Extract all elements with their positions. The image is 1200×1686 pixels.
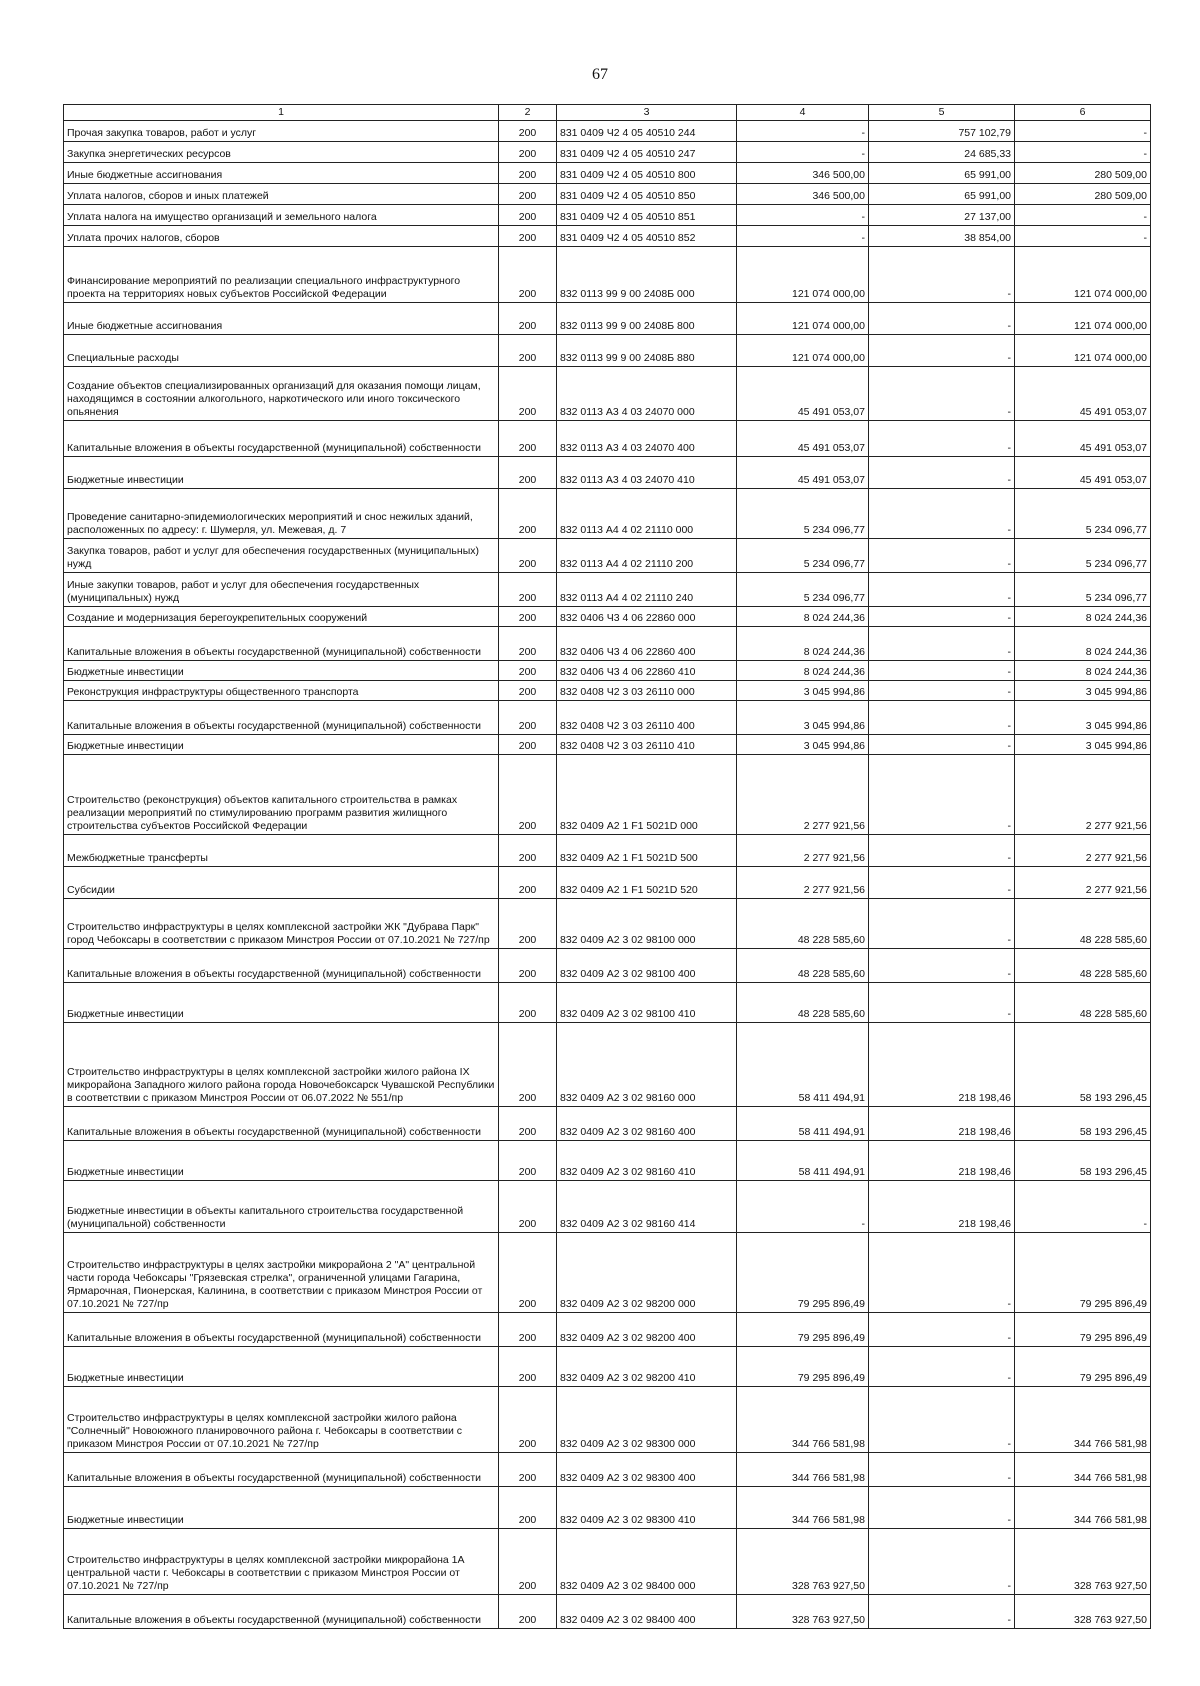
table-row [64, 1023, 1151, 1107]
table-row [64, 1487, 1151, 1529]
cell-code: 200 [499, 303, 557, 335]
cell-name: Уплата налога на имущество организаций и земельного налога [64, 205, 499, 226]
cell-col5: - [869, 899, 1015, 949]
cell-col5: - [869, 303, 1015, 335]
cell-col6: 344 766 581,98 [1015, 1387, 1151, 1453]
cell-col5: 38 854,00 [869, 226, 1015, 247]
cell-col4: 45 491 053,07 [737, 457, 869, 489]
cell-classifier: 832 0113 А3 4 03 24070 410 [557, 457, 737, 489]
header-cell: 3 [557, 105, 737, 121]
table-row [64, 755, 1151, 835]
cell-code: 200 [499, 661, 557, 681]
cell-classifier: 832 0409 А2 3 02 98160 410 [557, 1141, 737, 1181]
cell-col5: - [869, 627, 1015, 661]
table-row [64, 142, 1151, 163]
table-row [64, 335, 1151, 367]
cell-name: Строительство инфраструктуры в целях комплексной застройки жилого района IX микрорайона Западного жилого района города Новочебоксарск Чувашской Республики в соответствии с приказом Минстроя России от 06.07.2022 № 551/пр [64, 1023, 499, 1107]
header-cell: 4 [737, 105, 869, 121]
cell-col4: 58 411 494,91 [737, 1141, 869, 1181]
cell-col6: 328 763 927,50 [1015, 1595, 1151, 1629]
cell-classifier: 832 0408 Ч2 3 03 26110 000 [557, 681, 737, 701]
cell-classifier: 832 0409 А2 3 02 98200 410 [557, 1347, 737, 1387]
cell-col5: - [869, 661, 1015, 681]
table-row [64, 899, 1151, 949]
cell-col5: - [869, 681, 1015, 701]
cell-col6: 58 193 296,45 [1015, 1107, 1151, 1141]
cell-col5: - [869, 1487, 1015, 1529]
cell-col6: 3 045 994,86 [1015, 681, 1151, 701]
cell-classifier: 831 0409 Ч2 4 05 40510 244 [557, 121, 737, 142]
table-row [64, 1233, 1151, 1313]
cell-classifier: 832 0409 А2 3 02 98160 400 [557, 1107, 737, 1141]
cell-col6: 48 228 585,60 [1015, 983, 1151, 1023]
cell-col6: 344 766 581,98 [1015, 1487, 1151, 1529]
cell-col6: 3 045 994,86 [1015, 735, 1151, 755]
cell-code: 200 [499, 1387, 557, 1453]
cell-name: Бюджетные инвестиции [64, 457, 499, 489]
cell-col5: - [869, 489, 1015, 539]
cell-name: Бюджетные инвестиции [64, 661, 499, 681]
cell-name: Капитальные вложения в объекты государственной (муниципальной) собственности [64, 1107, 499, 1141]
cell-code: 200 [499, 755, 557, 835]
cell-col6: 5 234 096,77 [1015, 489, 1151, 539]
table-row [64, 457, 1151, 489]
cell-col4: 5 234 096,77 [737, 489, 869, 539]
cell-code: 200 [499, 1487, 557, 1529]
cell-classifier: 832 0113 А3 4 03 24070 400 [557, 421, 737, 457]
cell-col4: 8 024 244,36 [737, 661, 869, 681]
cell-col5: - [869, 701, 1015, 735]
cell-classifier: 832 0408 Ч2 3 03 26110 410 [557, 735, 737, 755]
cell-col4: 121 074 000,00 [737, 303, 869, 335]
cell-code: 200 [499, 1347, 557, 1387]
cell-classifier: 832 0409 А2 3 02 98100 410 [557, 983, 737, 1023]
cell-col5: - [869, 573, 1015, 607]
cell-classifier: 832 0409 А2 3 02 98160 414 [557, 1181, 737, 1233]
cell-name: Иные закупки товаров, работ и услуг для обеспечения государственных (муниципальных) нужд [64, 573, 499, 607]
cell-classifier: 832 0409 А2 3 02 98300 400 [557, 1453, 737, 1487]
table-row [64, 867, 1151, 899]
table-row [64, 226, 1151, 247]
cell-code: 200 [499, 489, 557, 539]
cell-classifier: 832 0409 А2 3 02 98300 000 [557, 1387, 737, 1453]
table-row [64, 367, 1151, 421]
cell-name: Бюджетные инвестиции [64, 983, 499, 1023]
cell-col5: - [869, 755, 1015, 835]
cell-name: Капитальные вложения в объекты государственной (муниципальной) собственности [64, 1453, 499, 1487]
cell-code: 200 [499, 163, 557, 184]
table-row [64, 303, 1151, 335]
cell-name: Создание объектов специализированных организаций для оказания помощи лицам, находящимся в состоянии алкогольного, наркотического или иного токсического опьянения [64, 367, 499, 421]
cell-name: Капитальные вложения в объекты государственной (муниципальной) собственности [64, 1313, 499, 1347]
table-row [64, 539, 1151, 573]
cell-name: Субсидии [64, 867, 499, 899]
cell-col6: 48 228 585,60 [1015, 949, 1151, 983]
cell-col4: 79 295 896,49 [737, 1313, 869, 1347]
table-row [64, 949, 1151, 983]
table-row [64, 247, 1151, 303]
cell-col6: 79 295 896,49 [1015, 1233, 1151, 1313]
cell-classifier: 831 0409 Ч2 4 05 40510 851 [557, 205, 737, 226]
cell-name: Закупка товаров, работ и услуг для обеспечения государственных (муниципальных) нужд [64, 539, 499, 573]
cell-code: 200 [499, 226, 557, 247]
header-cell: 6 [1015, 105, 1151, 121]
cell-col5: - [869, 1453, 1015, 1487]
cell-code: 200 [499, 335, 557, 367]
cell-classifier: 832 0409 А2 1 F1 5021D 520 [557, 867, 737, 899]
cell-col5: 218 198,46 [869, 1141, 1015, 1181]
cell-col6: 328 763 927,50 [1015, 1529, 1151, 1595]
cell-col5: - [869, 735, 1015, 755]
cell-code: 200 [499, 367, 557, 421]
header-row [64, 105, 1151, 121]
table-row [64, 1181, 1151, 1233]
cell-code: 200 [499, 1141, 557, 1181]
cell-classifier: 832 0409 А2 3 02 98400 400 [557, 1595, 737, 1629]
cell-col4: 48 228 585,60 [737, 899, 869, 949]
cell-name: Бюджетные инвестиции [64, 1487, 499, 1529]
cell-name: Капитальные вложения в объекты государственной (муниципальной) собственности [64, 949, 499, 983]
table-row [64, 121, 1151, 142]
cell-col4: - [737, 121, 869, 142]
cell-col4: 58 411 494,91 [737, 1023, 869, 1107]
cell-classifier: 832 0113 А4 4 02 21110 240 [557, 573, 737, 607]
cell-col6: 2 277 921,56 [1015, 835, 1151, 867]
cell-code: 200 [499, 1023, 557, 1107]
cell-name: Уплата налогов, сборов и иных платежей [64, 184, 499, 205]
table-row [64, 735, 1151, 755]
cell-code: 200 [499, 539, 557, 573]
cell-col4: 45 491 053,07 [737, 421, 869, 457]
cell-col4: 344 766 581,98 [737, 1487, 869, 1529]
cell-col4: 344 766 581,98 [737, 1453, 869, 1487]
cell-col5: 218 198,46 [869, 1023, 1015, 1107]
cell-name: Иные бюджетные ассигнования [64, 303, 499, 335]
cell-code: 200 [499, 1107, 557, 1141]
cell-code: 200 [499, 701, 557, 735]
cell-col4: 121 074 000,00 [737, 247, 869, 303]
table-row [64, 1387, 1151, 1453]
cell-name: Капитальные вложения в объекты государственной (муниципальной) собственности [64, 701, 499, 735]
cell-code: 200 [499, 1595, 557, 1629]
cell-col5: 218 198,46 [869, 1107, 1015, 1141]
cell-code: 200 [499, 983, 557, 1023]
table-row [64, 421, 1151, 457]
cell-col4: 5 234 096,77 [737, 573, 869, 607]
cell-col4: 346 500,00 [737, 184, 869, 205]
cell-name: Капитальные вложения в объекты государственной (муниципальной) собственности [64, 627, 499, 661]
cell-col4: 328 763 927,50 [737, 1529, 869, 1595]
cell-col5: - [869, 983, 1015, 1023]
cell-col5: 757 102,79 [869, 121, 1015, 142]
table-row [64, 661, 1151, 681]
table-row [64, 701, 1151, 735]
cell-classifier: 832 0113 А4 4 02 21110 000 [557, 489, 737, 539]
cell-name: Уплата прочих налогов, сборов [64, 226, 499, 247]
cell-col5: 65 991,00 [869, 184, 1015, 205]
cell-name: Специальные расходы [64, 335, 499, 367]
cell-col6: - [1015, 226, 1151, 247]
cell-col6: 2 277 921,56 [1015, 755, 1151, 835]
cell-col6: 45 491 053,07 [1015, 457, 1151, 489]
cell-code: 200 [499, 142, 557, 163]
cell-col4: 48 228 585,60 [737, 983, 869, 1023]
cell-col4: - [737, 226, 869, 247]
cell-col6: - [1015, 121, 1151, 142]
cell-classifier: 832 0113 А3 4 03 24070 000 [557, 367, 737, 421]
cell-code: 200 [499, 835, 557, 867]
cell-col4: 121 074 000,00 [737, 335, 869, 367]
cell-col5: - [869, 949, 1015, 983]
cell-code: 200 [499, 867, 557, 899]
cell-code: 200 [499, 899, 557, 949]
cell-classifier: 832 0409 А2 3 02 98100 400 [557, 949, 737, 983]
cell-name: Бюджетные инвестиции [64, 1141, 499, 1181]
cell-col5: - [869, 457, 1015, 489]
cell-col6: 58 193 296,45 [1015, 1141, 1151, 1181]
cell-classifier: 831 0409 Ч2 4 05 40510 247 [557, 142, 737, 163]
cell-col4: 79 295 896,49 [737, 1233, 869, 1313]
cell-code: 200 [499, 184, 557, 205]
cell-col4: 344 766 581,98 [737, 1387, 869, 1453]
cell-col4: 328 763 927,50 [737, 1595, 869, 1629]
cell-classifier: 832 0409 А2 3 02 98400 000 [557, 1529, 737, 1595]
table-row [64, 1313, 1151, 1347]
cell-col5: 65 991,00 [869, 163, 1015, 184]
cell-code: 200 [499, 247, 557, 303]
cell-col6: 45 491 053,07 [1015, 421, 1151, 457]
cell-code: 200 [499, 1453, 557, 1487]
table-row [64, 1453, 1151, 1487]
header-cell: 1 [64, 105, 499, 121]
cell-col6: 121 074 000,00 [1015, 335, 1151, 367]
cell-col6: 8 024 244,36 [1015, 607, 1151, 627]
cell-col4: - [737, 205, 869, 226]
cell-name: Бюджетные инвестиции [64, 1347, 499, 1387]
cell-col5: - [869, 835, 1015, 867]
cell-col5: - [869, 421, 1015, 457]
table-row [64, 1107, 1151, 1141]
cell-col6: 280 509,00 [1015, 184, 1151, 205]
cell-name: Финансирование мероприятий по реализации специального инфраструктурного проекта на территориях новых субъектов Российской Федерации [64, 247, 499, 303]
cell-col6: 2 277 921,56 [1015, 867, 1151, 899]
cell-col5: - [869, 539, 1015, 573]
cell-col6: 8 024 244,36 [1015, 661, 1151, 681]
cell-col6: 121 074 000,00 [1015, 303, 1151, 335]
table-row [64, 205, 1151, 226]
cell-col4: - [737, 142, 869, 163]
cell-col6: - [1015, 205, 1151, 226]
cell-col6: 58 193 296,45 [1015, 1023, 1151, 1107]
cell-classifier: 832 0409 А2 3 02 98200 400 [557, 1313, 737, 1347]
cell-col5: - [869, 1233, 1015, 1313]
cell-col6: 45 491 053,07 [1015, 367, 1151, 421]
cell-col6: - [1015, 142, 1151, 163]
cell-col4: 3 045 994,86 [737, 681, 869, 701]
cell-col5: - [869, 335, 1015, 367]
header-cell: 2 [499, 105, 557, 121]
cell-classifier: 832 0409 А2 3 02 98200 000 [557, 1233, 737, 1313]
table-row [64, 489, 1151, 539]
cell-col5: - [869, 607, 1015, 627]
cell-col6: 5 234 096,77 [1015, 539, 1151, 573]
cell-name: Строительство (реконструкция) объектов капитального строительства в рамках реализации мероприятий по стимулированию программ развития жилищного строительства субъектов Российской Федерации [64, 755, 499, 835]
cell-col6: 344 766 581,98 [1015, 1453, 1151, 1487]
cell-col6: - [1015, 1181, 1151, 1233]
cell-name: Капитальные вложения в объекты государственной (муниципальной) собственности [64, 421, 499, 457]
budget-table [63, 104, 1151, 1629]
cell-code: 200 [499, 457, 557, 489]
cell-col4: 3 045 994,86 [737, 701, 869, 735]
cell-code: 200 [499, 1529, 557, 1595]
cell-classifier: 832 0409 А2 3 02 98100 000 [557, 899, 737, 949]
cell-code: 200 [499, 607, 557, 627]
cell-col4: 58 411 494,91 [737, 1107, 869, 1141]
table-row [64, 1141, 1151, 1181]
cell-classifier: 832 0113 99 9 00 2408Б 880 [557, 335, 737, 367]
cell-name: Капитальные вложения в объекты государственной (муниципальной) собственности [64, 1595, 499, 1629]
cell-classifier: 831 0409 Ч2 4 05 40510 850 [557, 184, 737, 205]
cell-col5: - [869, 1595, 1015, 1629]
cell-classifier: 832 0409 А2 3 02 98160 000 [557, 1023, 737, 1107]
cell-code: 200 [499, 121, 557, 142]
cell-code: 200 [499, 1181, 557, 1233]
cell-col6: 79 295 896,49 [1015, 1347, 1151, 1387]
cell-code: 200 [499, 1313, 557, 1347]
cell-classifier: 832 0113 99 9 00 2408Б 000 [557, 247, 737, 303]
cell-name: Иные бюджетные ассигнования [64, 163, 499, 184]
cell-col5: - [869, 1347, 1015, 1387]
cell-name: Строительство инфраструктуры в целях комплексной застройки жилого района "Солнечный" Новоюжного планировочного района г. Чебоксары в соответствии с приказом Минстроя России от 07.10.2021 № 727/пр [64, 1387, 499, 1453]
cell-classifier: 831 0409 Ч2 4 05 40510 852 [557, 226, 737, 247]
cell-classifier: 832 0406 Ч3 4 06 22860 410 [557, 661, 737, 681]
table-row [64, 573, 1151, 607]
table-row [64, 983, 1151, 1023]
cell-col4: 2 277 921,56 [737, 755, 869, 835]
cell-name: Строительство инфраструктуры в целях застройки микрорайона 2 "А" центральной части города Чебоксары "Грязевская стрелка", ограниченной улицами Гагарина, Ярмарочная, Пионерская, Калинина, в соответствии с приказом Минстроя России от 07.10.2021 № 727/пр [64, 1233, 499, 1313]
cell-col5: 27 137,00 [869, 205, 1015, 226]
cell-col4: 45 491 053,07 [737, 367, 869, 421]
cell-col6: 121 074 000,00 [1015, 247, 1151, 303]
cell-col6: 79 295 896,49 [1015, 1313, 1151, 1347]
cell-name: Бюджетные инвестиции в объекты капитального строительства государственной (муниципальной) собственности [64, 1181, 499, 1233]
cell-code: 200 [499, 1233, 557, 1313]
table-row [64, 1529, 1151, 1595]
cell-name: Закупка энергетических ресурсов [64, 142, 499, 163]
cell-code: 200 [499, 735, 557, 755]
table-row [64, 1347, 1151, 1387]
cell-name: Проведение санитарно-эпидемиологических мероприятий и снос нежилых зданий, расположенных по адресу: г. Шумерля, ул. Межевая, д. 7 [64, 489, 499, 539]
cell-classifier: 832 0409 А2 1 F1 5021D 500 [557, 835, 737, 867]
table-row [64, 607, 1151, 627]
cell-name: Реконструкция инфраструктуры общественного транспорта [64, 681, 499, 701]
cell-col4: 8 024 244,36 [737, 607, 869, 627]
cell-classifier: 832 0406 Ч3 4 06 22860 000 [557, 607, 737, 627]
cell-code: 200 [499, 421, 557, 457]
cell-col6: 3 045 994,86 [1015, 701, 1151, 735]
cell-col4: 3 045 994,86 [737, 735, 869, 755]
table-row [64, 835, 1151, 867]
cell-col5: - [869, 247, 1015, 303]
cell-code: 200 [499, 205, 557, 226]
cell-name: Прочая закупка товаров, работ и услуг [64, 121, 499, 142]
cell-col5: - [869, 1387, 1015, 1453]
table-row [64, 184, 1151, 205]
cell-classifier: 832 0113 99 9 00 2408Б 800 [557, 303, 737, 335]
table-row [64, 627, 1151, 661]
cell-col6: 8 024 244,36 [1015, 627, 1151, 661]
cell-col4: - [737, 1181, 869, 1233]
cell-name: Межбюджетные трансферты [64, 835, 499, 867]
cell-col4: 2 277 921,56 [737, 867, 869, 899]
cell-classifier: 831 0409 Ч2 4 05 40510 800 [557, 163, 737, 184]
cell-code: 200 [499, 949, 557, 983]
cell-col4: 48 228 585,60 [737, 949, 869, 983]
cell-name: Создание и модернизация берегоукрепительных сооружений [64, 607, 499, 627]
cell-col4: 79 295 896,49 [737, 1347, 869, 1387]
cell-col6: 5 234 096,77 [1015, 573, 1151, 607]
table-row [64, 1595, 1151, 1629]
cell-col6: 48 228 585,60 [1015, 899, 1151, 949]
cell-name: Строительство инфраструктуры в целях комплексной застройки ЖК "Дубрава Парк" город Чебоксары в соответствии с приказом Минстроя России от 07.10.2021 № 727/пр [64, 899, 499, 949]
cell-col6: 280 509,00 [1015, 163, 1151, 184]
cell-name: Бюджетные инвестиции [64, 735, 499, 755]
table-row [64, 163, 1151, 184]
cell-col5: - [869, 367, 1015, 421]
cell-classifier: 832 0408 Ч2 3 03 26110 400 [557, 701, 737, 735]
table-row [64, 681, 1151, 701]
page-number: 67 [592, 66, 608, 83]
header-cell: 5 [869, 105, 1015, 121]
cell-classifier: 832 0409 А2 3 02 98300 410 [557, 1487, 737, 1529]
cell-col5: 218 198,46 [869, 1181, 1015, 1233]
cell-name: Строительство инфраструктуры в целях комплексной застройки микрорайона 1А центральной части г. Чебоксары в соответствии с приказом Минстроя России от 07.10.2021 № 727/пр [64, 1529, 499, 1595]
cell-col4: 346 500,00 [737, 163, 869, 184]
cell-col5: 24 685,33 [869, 142, 1015, 163]
cell-col4: 2 277 921,56 [737, 835, 869, 867]
cell-classifier: 832 0406 Ч3 4 06 22860 400 [557, 627, 737, 661]
cell-col5: - [869, 867, 1015, 899]
cell-col5: - [869, 1529, 1015, 1595]
cell-code: 200 [499, 573, 557, 607]
cell-classifier: 832 0409 А2 1 F1 5021D 000 [557, 755, 737, 835]
cell-col5: - [869, 1313, 1015, 1347]
cell-col4: 8 024 244,36 [737, 627, 869, 661]
cell-code: 200 [499, 681, 557, 701]
cell-col4: 5 234 096,77 [737, 539, 869, 573]
cell-classifier: 832 0113 А4 4 02 21110 200 [557, 539, 737, 573]
cell-code: 200 [499, 627, 557, 661]
